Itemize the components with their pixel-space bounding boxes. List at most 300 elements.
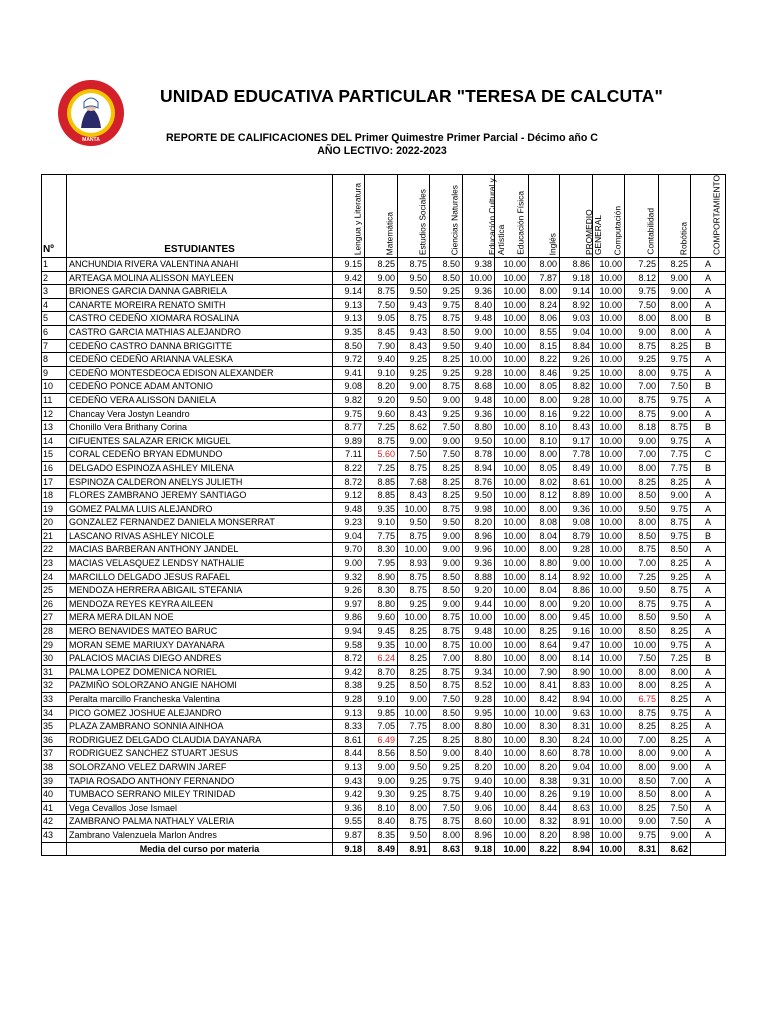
student-name: PAZMIÑO SOLORZANO ANGIE NAHOMI [67, 679, 333, 693]
grade-cell: 8.75 [398, 529, 430, 543]
student-name: ARTEAGA MOLINA ALISSON MAYLEEN [67, 271, 333, 285]
grade-cell: 9.50 [398, 516, 430, 530]
grade-cell: 7.25 [625, 570, 659, 584]
grade-cell: 10.00 [495, 652, 529, 666]
grade-cell: 8.76 [463, 475, 495, 489]
grade-cell: 6.24 [365, 652, 398, 666]
student-number: 15 [42, 448, 67, 462]
grade-cell: 9.55 [333, 815, 365, 829]
grade-cell: 10.00 [495, 516, 529, 530]
grade-cell: 9.26 [333, 584, 365, 598]
grade-cell: 8.43 [398, 489, 430, 503]
grade-cell: 8.14 [560, 652, 593, 666]
col-students-header: ESTUDIANTES [67, 175, 333, 258]
grade-cell: 8.91 [560, 815, 593, 829]
grade-cell: 8.00 [625, 516, 659, 530]
col-subject-header [691, 175, 726, 258]
grade-cell: 10.00 [593, 312, 625, 326]
grade-cell: 10.00 [593, 720, 625, 734]
grade-cell: 10.00 [593, 747, 625, 761]
grade-cell: 8.00 [659, 788, 691, 802]
student-row [42, 353, 726, 367]
student-row [42, 720, 726, 734]
grade-cell: 10.00 [593, 557, 625, 571]
grade-cell: 8.00 [625, 312, 659, 326]
grade-cell: 10.00 [593, 597, 625, 611]
grade-cell: 9.32 [333, 570, 365, 584]
behavior-grade: A [691, 475, 726, 489]
behavior-grade: A [691, 366, 726, 380]
grade-cell: 9.50 [398, 828, 430, 842]
student-row [42, 733, 726, 747]
grade-cell: 9.03 [560, 312, 593, 326]
grade-cell: 10.00 [593, 285, 625, 299]
average-value: 9.18 [333, 842, 365, 856]
student-row [42, 516, 726, 530]
grade-cell: 8.00 [529, 448, 560, 462]
grade-cell: 8.75 [430, 312, 463, 326]
grade-cell: 10.00 [495, 434, 529, 448]
behavior-grade: A [691, 774, 726, 788]
grade-cell: 9.70 [333, 543, 365, 557]
grade-cell: 8.00 [625, 679, 659, 693]
grade-cell: 10.00 [495, 461, 529, 475]
student-name: ANCHUNDIA RIVERA VALENTINA ANAHI [67, 258, 333, 272]
grade-cell: 10.00 [495, 597, 529, 611]
subject-label: Educación Cultural y Artística [486, 178, 506, 255]
grade-cell: 10.00 [593, 421, 625, 435]
grade-cell: 9.16 [560, 625, 593, 639]
student-name: Chancay Vera Jostyn Leandro [67, 407, 333, 421]
student-row [42, 815, 726, 829]
student-number: 27 [42, 611, 67, 625]
grade-cell: 7.90 [529, 665, 560, 679]
grade-cell: 8.50 [625, 489, 659, 503]
grade-cell: 8.25 [659, 557, 691, 571]
grade-cell: 10.00 [495, 706, 529, 720]
grade-cell: 8.62 [398, 421, 430, 435]
grade-cell: 8.50 [625, 529, 659, 543]
grade-cell: 10.00 [593, 815, 625, 829]
header-row [42, 175, 726, 258]
student-name: Chonillo Vera Brithany Corina [67, 421, 333, 435]
grade-cell: 8.24 [529, 298, 560, 312]
grade-cell: 9.75 [625, 285, 659, 299]
student-name: TAPIA ROSADO ANTHONY FERNANDO [67, 774, 333, 788]
student-row [42, 706, 726, 720]
grade-cell: 9.82 [333, 393, 365, 407]
student-name: ESPINOZA CALDERON ANELYS JULIETH [67, 475, 333, 489]
grade-cell: 9.00 [430, 747, 463, 761]
grade-cell: 8.15 [529, 339, 560, 353]
grade-cell: 9.13 [333, 298, 365, 312]
grade-cell: 7.50 [430, 421, 463, 435]
grade-cell: 8.25 [659, 625, 691, 639]
student-row [42, 339, 726, 353]
student-row [42, 461, 726, 475]
grade-cell: 8.20 [529, 760, 560, 774]
grade-cell: 7.50 [365, 298, 398, 312]
grade-cell: 8.96 [463, 529, 495, 543]
grade-cell: 9.04 [333, 529, 365, 543]
grade-cell: 9.04 [560, 325, 593, 339]
grade-cell: 8.14 [529, 570, 560, 584]
grade-cell: 9.25 [430, 366, 463, 380]
student-number: 21 [42, 529, 67, 543]
average-label: Media del curso por materia [67, 842, 333, 856]
grade-cell: 8.35 [365, 828, 398, 842]
student-row [42, 366, 726, 380]
grade-cell: 8.25 [430, 475, 463, 489]
grade-cell: 8.00 [659, 312, 691, 326]
grade-cell: 10.00 [398, 502, 430, 516]
student-number: 40 [42, 788, 67, 802]
grade-cell: 9.19 [560, 788, 593, 802]
grade-cell: 8.05 [529, 380, 560, 394]
grade-cell: 9.36 [463, 407, 495, 421]
average-value: 8.91 [398, 842, 430, 856]
grade-cell: 9.00 [659, 747, 691, 761]
student-row [42, 380, 726, 394]
behavior-grade: C [691, 448, 726, 462]
grade-cell: 9.28 [560, 393, 593, 407]
grade-cell: 8.82 [560, 380, 593, 394]
grade-cell: 10.00 [593, 638, 625, 652]
grade-cell: 8.43 [398, 407, 430, 421]
grade-cell: 7.00 [625, 557, 659, 571]
student-number: 43 [42, 828, 67, 842]
grade-cell: 8.75 [625, 543, 659, 557]
behavior-grade: A [691, 570, 726, 584]
grade-cell: 8.50 [430, 258, 463, 272]
student-name: LASCANO RIVAS ASHLEY NICOLE [67, 529, 333, 543]
grade-cell: 9.13 [333, 312, 365, 326]
grade-cell: 8.06 [529, 312, 560, 326]
grade-cell: 9.00 [659, 760, 691, 774]
subject-label: Matemática [384, 211, 395, 255]
student-name: ZAMBRANO PALMA NATHALY VALERIA [67, 815, 333, 829]
grade-cell: 10.00 [495, 366, 529, 380]
behavior-grade: A [691, 801, 726, 815]
subject-label: Robótica [678, 221, 688, 255]
grade-cell: 9.48 [463, 312, 495, 326]
grade-cell: 10.00 [495, 638, 529, 652]
grade-cell: 8.00 [529, 597, 560, 611]
behavior-grade: A [691, 679, 726, 693]
grade-cell: 8.96 [463, 828, 495, 842]
grade-cell: 8.80 [463, 421, 495, 435]
grade-cell: 8.89 [560, 489, 593, 503]
grade-cell: 8.90 [560, 665, 593, 679]
grade-cell: 9.50 [625, 584, 659, 598]
student-number: 14 [42, 434, 67, 448]
grade-cell: 9.75 [333, 407, 365, 421]
subject-label: Contabilidad [645, 208, 655, 255]
grade-cell: 9.75 [659, 502, 691, 516]
grade-cell: 9.38 [463, 258, 495, 272]
grade-cell: 9.94 [333, 625, 365, 639]
grade-cell: 9.42 [333, 665, 365, 679]
grade-cell: 9.00 [625, 325, 659, 339]
grade-cell: 7.75 [659, 448, 691, 462]
grade-cell: 10.00 [593, 570, 625, 584]
grade-cell: 8.94 [560, 693, 593, 707]
col-subject-header [430, 175, 463, 258]
grade-cell: 9.44 [463, 597, 495, 611]
average-value: 8.22 [529, 842, 560, 856]
student-name: CEDEÑO PONCE ADAM ANTONIO [67, 380, 333, 394]
grade-cell: 9.00 [398, 434, 430, 448]
grade-cell: 10.00 [495, 285, 529, 299]
grade-cell: 7.25 [365, 421, 398, 435]
student-number: 36 [42, 733, 67, 747]
grade-cell: 10.00 [495, 407, 529, 421]
grade-cell: 8.30 [529, 720, 560, 734]
student-number: 30 [42, 652, 67, 666]
grade-cell: 8.25 [659, 733, 691, 747]
grade-cell: 7.25 [398, 733, 430, 747]
grade-cell: 9.25 [398, 353, 430, 367]
grade-cell: 9.28 [560, 543, 593, 557]
col-subject-header [365, 175, 398, 258]
grade-cell: 8.75 [430, 625, 463, 639]
grade-cell: 9.10 [365, 366, 398, 380]
grade-cell: 8.24 [560, 733, 593, 747]
grade-cell: 9.86 [333, 611, 365, 625]
grade-cell: 7.50 [659, 380, 691, 394]
student-row [42, 421, 726, 435]
grade-cell: 8.25 [625, 720, 659, 734]
behavior-grade: B [691, 312, 726, 326]
grade-cell: 7.68 [398, 475, 430, 489]
student-number: 6 [42, 325, 67, 339]
grade-cell: 8.63 [560, 801, 593, 815]
grade-cell: 8.75 [625, 407, 659, 421]
grade-cell: 9.35 [365, 638, 398, 652]
grade-cell: 10.00 [398, 706, 430, 720]
grade-cell: 9.63 [560, 706, 593, 720]
grade-cell: 7.75 [398, 720, 430, 734]
grade-cell: 9.75 [659, 393, 691, 407]
academic-year: AÑO LECTIVO: 2022-2023 [317, 145, 447, 157]
grade-cell: 8.38 [333, 679, 365, 693]
subject-label: PROMEDIO GENERAL [584, 209, 603, 255]
grade-cell: 8.25 [430, 461, 463, 475]
grade-cell: 9.96 [463, 543, 495, 557]
grade-cell: 10.00 [463, 638, 495, 652]
grade-cell: 9.50 [398, 760, 430, 774]
grade-cell: 9.48 [463, 393, 495, 407]
grade-cell: 9.40 [463, 774, 495, 788]
grade-cell: 8.00 [625, 760, 659, 774]
grade-cell: 9.50 [430, 339, 463, 353]
grade-cell: 10.00 [495, 258, 529, 272]
student-number: 25 [42, 584, 67, 598]
student-name: PALMA LOPEZ DOMENICA NORIEL [67, 665, 333, 679]
grade-cell: 9.89 [333, 434, 365, 448]
grade-cell: 9.45 [560, 611, 593, 625]
grade-cell: 8.00 [625, 366, 659, 380]
student-row [42, 529, 726, 543]
col-number-header: Nº [42, 175, 67, 258]
grade-cell: 7.50 [625, 652, 659, 666]
student-row [42, 258, 726, 272]
student-row [42, 788, 726, 802]
student-row [42, 325, 726, 339]
grade-cell: 8.20 [365, 380, 398, 394]
grade-cell: 8.83 [560, 679, 593, 693]
subject-label: Educación Física [515, 191, 525, 255]
col-subject-header [463, 175, 506, 258]
grade-cell: 8.50 [333, 339, 365, 353]
student-name: PLAZA ZAMBRANO SONNIA AINHOA [67, 720, 333, 734]
average-number-cell [42, 842, 67, 856]
grade-cell: 8.50 [430, 271, 463, 285]
grade-cell: 8.88 [463, 570, 495, 584]
grade-cell: 7.95 [365, 557, 398, 571]
student-number: 26 [42, 597, 67, 611]
grade-cell: 10.00 [495, 720, 529, 734]
grade-cell: 9.00 [398, 380, 430, 394]
behavior-grade: A [691, 760, 726, 774]
student-row [42, 584, 726, 598]
grade-cell: 8.80 [463, 733, 495, 747]
grade-cell: 8.46 [529, 366, 560, 380]
average-value: 9.18 [463, 842, 495, 856]
grade-cell: 8.04 [529, 529, 560, 543]
grade-cell: 10.00 [529, 706, 560, 720]
grade-cell: 10.00 [495, 557, 529, 571]
student-row [42, 543, 726, 557]
student-number: 39 [42, 774, 67, 788]
student-name: MORAN SEME MARIUXY DAYANARA [67, 638, 333, 652]
grades-table [41, 174, 726, 856]
student-row [42, 557, 726, 571]
subject-label: COMPORTAMIENTO [711, 174, 722, 255]
grade-cell: 8.80 [463, 652, 495, 666]
grade-cell: 8.16 [529, 407, 560, 421]
grade-cell: 9.42 [333, 788, 365, 802]
grade-cell: 10.00 [495, 312, 529, 326]
grade-cell: 8.25 [529, 625, 560, 639]
col-subject-header [529, 175, 560, 258]
student-name: DELGADO ESPINOZA ASHLEY MILENA [67, 461, 333, 475]
grade-cell: 9.48 [333, 502, 365, 516]
student-row [42, 475, 726, 489]
grade-cell: 10.00 [593, 801, 625, 815]
student-number: 20 [42, 516, 67, 530]
student-number: 7 [42, 339, 67, 353]
grade-cell: 10.00 [398, 611, 430, 625]
grade-cell: 9.40 [463, 788, 495, 802]
col-subject-header [398, 175, 430, 258]
grade-cell: 9.25 [398, 366, 430, 380]
grade-cell: 9.06 [463, 801, 495, 815]
grade-cell: 8.90 [365, 570, 398, 584]
student-name: MARCILLO DELGADO JESUS RAFAEL [67, 570, 333, 584]
grade-cell: 9.75 [430, 774, 463, 788]
grade-cell: 10.00 [495, 815, 529, 829]
student-name: TUMBACO SERRANO MILEY TRINIDAD [67, 788, 333, 802]
grade-cell: 9.10 [365, 516, 398, 530]
behavior-grade: A [691, 747, 726, 761]
grade-cell: 10.00 [495, 828, 529, 842]
grade-cell: 7.50 [659, 801, 691, 815]
grade-cell: 8.00 [625, 747, 659, 761]
student-number: 19 [42, 502, 67, 516]
grade-cell: 8.75 [398, 570, 430, 584]
grade-cell: 9.31 [560, 774, 593, 788]
grade-cell: 10.00 [593, 489, 625, 503]
grade-cell: 10.00 [495, 584, 529, 598]
grade-cell: 8.45 [365, 325, 398, 339]
grade-cell: 8.25 [625, 475, 659, 489]
grade-cell: 8.75 [430, 638, 463, 652]
behavior-grade: A [691, 516, 726, 530]
grade-cell: 7.00 [659, 774, 691, 788]
grade-cell: 8.00 [659, 665, 691, 679]
grade-cell: 8.75 [659, 421, 691, 435]
student-row [42, 502, 726, 516]
grade-cell: 8.72 [333, 475, 365, 489]
grade-cell: 9.04 [560, 760, 593, 774]
grade-cell: 8.22 [529, 353, 560, 367]
behavior-grade: A [691, 706, 726, 720]
grade-cell: 8.00 [529, 502, 560, 516]
grade-cell: 10.00 [593, 706, 625, 720]
grade-cell: 9.25 [659, 570, 691, 584]
grade-cell: 9.25 [560, 366, 593, 380]
student-name: MACIAS BARBERAN ANTHONY JANDEL [67, 543, 333, 557]
student-row [42, 652, 726, 666]
grade-cell: 9.25 [430, 285, 463, 299]
grade-cell: 8.75 [625, 339, 659, 353]
grade-cell: 9.75 [659, 353, 691, 367]
grade-cell: 10.00 [593, 516, 625, 530]
grade-cell: 8.61 [333, 733, 365, 747]
grade-cell: 9.12 [333, 489, 365, 503]
grade-cell: 8.10 [529, 434, 560, 448]
grade-cell: 8.30 [529, 733, 560, 747]
grade-cell: 10.00 [593, 448, 625, 462]
grade-cell: 9.00 [398, 693, 430, 707]
grade-cell: 8.00 [625, 665, 659, 679]
subject-label: Inglés [547, 232, 558, 255]
svg-text:MANTA: MANTA [82, 137, 100, 143]
grade-cell: 8.00 [398, 801, 430, 815]
grade-cell: 9.00 [659, 828, 691, 842]
grade-cell: 8.50 [430, 570, 463, 584]
grade-cell: 9.00 [659, 271, 691, 285]
grade-cell: 9.00 [430, 434, 463, 448]
student-number: 31 [42, 665, 67, 679]
col-subject-header [560, 175, 603, 258]
grade-cell: 10.00 [593, 434, 625, 448]
behavior-grade: B [691, 339, 726, 353]
grade-cell: 10.00 [495, 788, 529, 802]
grade-cell: 8.43 [398, 339, 430, 353]
grade-cell: 9.08 [333, 380, 365, 394]
behavior-grade: B [691, 421, 726, 435]
grade-cell: 8.68 [463, 380, 495, 394]
grade-cell: 8.85 [365, 489, 398, 503]
student-number: 8 [42, 353, 67, 367]
grade-cell: 8.00 [529, 611, 560, 625]
grade-cell: 8.93 [398, 557, 430, 571]
grade-cell: 8.72 [333, 652, 365, 666]
grade-cell: 9.50 [625, 502, 659, 516]
average-value: 8.62 [659, 842, 691, 856]
